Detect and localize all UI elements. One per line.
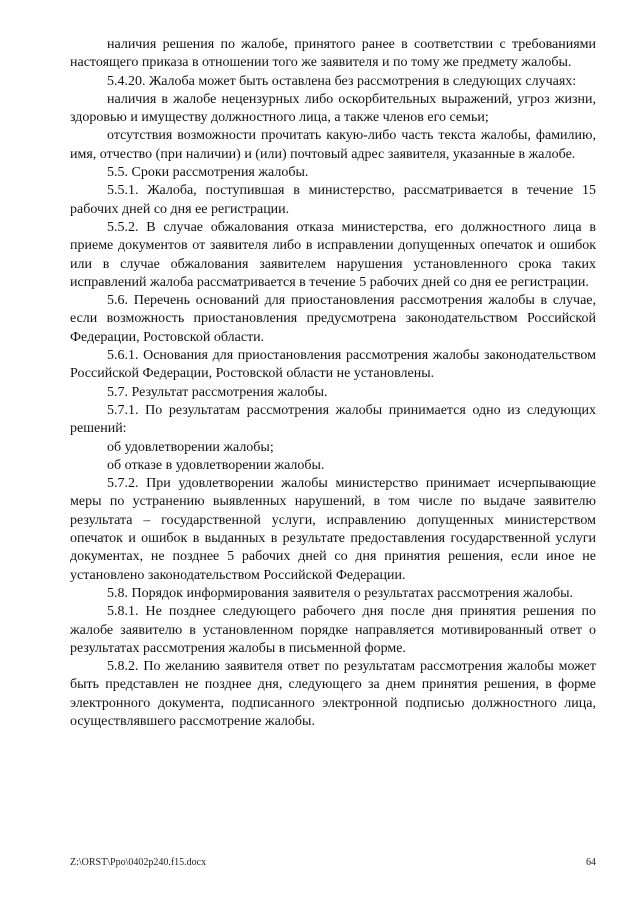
paragraph: об удовлетворении жалобы; [107,439,274,455]
paragraph: 5.8. Порядок информирования заявителя о результатах рассмотрения жалобы. [107,585,574,601]
paragraph: наличия в жалобе нецензурных либо оскорбительных выражений, угроз жизни, здоровью и имуществу должностного лица, а также членов его семьи; [70,91,596,126]
paragraph: 5.6. Перечень оснований для приостановления рассмотрения жалобы в случае, если возможность приостановления предусмотрена законодательством Российской Федерации, Ростовской области. [70,293,596,345]
paragraph: 5.8.1. Не позднее следующего рабочего дня после дня принятия решения по жалобе заявителю в установленном порядке направляется мотивированный ответ о результатах рассмотрения жалобы в письменной форме. [70,604,596,656]
footer-file-path: Z:\ORST\Ppo\0402p240.f15.docx [70,857,207,868]
paragraph: 5.4.20. Жалоба может быть оставлена без рассмотрения в следующих случаях: [107,73,577,89]
page-number: 64 [586,857,596,868]
paragraph: 5.7.2. При удовлетворении жалобы министерство принимает исчерпывающие меры по устранению выявленных нарушений, в том числе по выдаче заявителю результата – государственной услуги, исправлению допущенных министерством опечаток и ошибок в выданных в результате предоставления государственной услуги документах, не позднее 5 рабочих дней со дня принятия решения, если иное не установлено законодательством Российской Федерации. [70,476,596,583]
paragraph: 5.7. Результат рассмотрения жалобы. [107,384,328,400]
paragraph: 5.5. Сроки рассмотрения жалобы. [107,165,309,181]
paragraph: наличия решения по жалобе, принятого ранее в соответствии с требованиями настоящего приказа в отношении того же заявителя и по тому же предмету жалобы. [70,37,596,71]
paragraph: об отказе в удовлетворении жалобы. [107,457,325,473]
paragraph: отсутствия возможности прочитать какую-либо часть текста жалобы, фамилию, имя, отчество (при наличии) и (или) почтовый адрес заявителя, указанные в жалобе. [70,128,596,162]
document-body [70,36,596,731]
paragraph: 5.7.1. По результатам рассмотрения жалобы принимается одно из следующих решений: [70,402,596,437]
paragraph: 5.6.1. Основания для приостановления рассмотрения жалобы законодательством Российской Федерации, Ростовской области не установлены. [70,348,596,382]
paragraph: 5.8.2. По желанию заявителя ответ по результатам рассмотрения жалобы может быть представлен не позднее дня, следующего за днем принятия решения, в форме электронного документа, подписанного электронной подписью должностного лица, осуществлявшего рассмотрение жалобы. [70,659,596,729]
paragraph: 5.5.1. Жалоба, поступившая в министерство, рассматривается в течение 15 рабочих дней со дня ее регистрации. [70,183,596,217]
paragraph: 5.5.2. В случае обжалования отказа министерства, его должностного лица в приеме документов от заявителя либо в исправлении допущенных опечаток и ошибок или в случае обжалования заявителем нарушения установленного срока таких исправлений жалоба рассматривается в течение 5 рабочих дней со дня ее регистрации. [70,219,596,290]
